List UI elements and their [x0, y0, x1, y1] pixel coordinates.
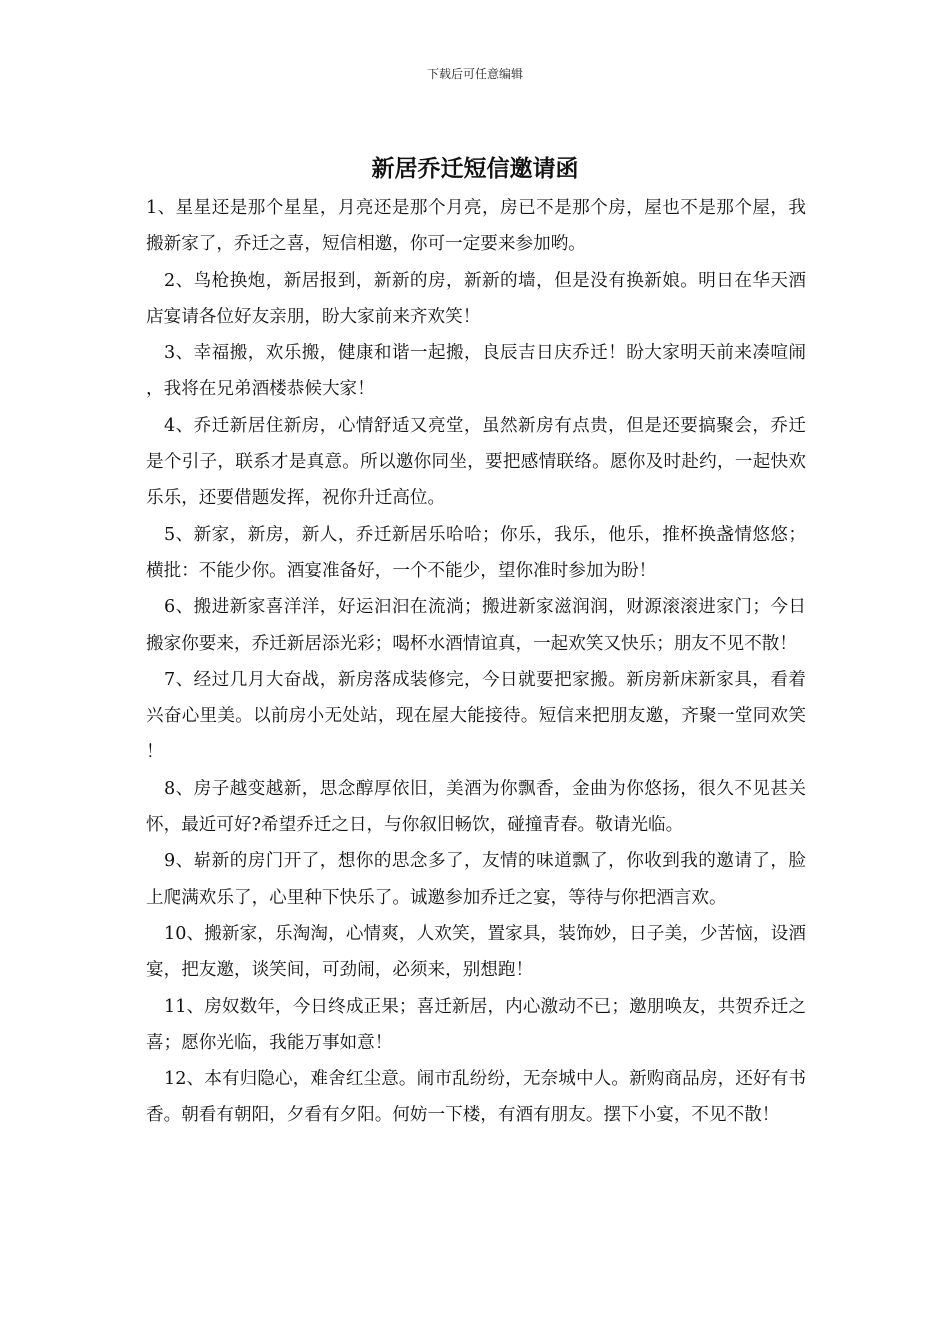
invitation-item-5: 5、新家，新房，新人，乔迁新居乐哈哈；你乐，我乐，他乐，推杯换盏情悠悠；横批：不能少你。酒宴准备好，一个不能少，望你准时参加为盼！: [146, 524, 806, 581]
invitation-item-4: 4、乔迁新居住新房，心情舒适又亮堂，虽然新房有点贵，但是还要搞聚会，乔迁是个引子，联系才是真意。所以邀你同坐，要把感情联络。愿你及时赴约，一起快欢乐乐，还要借题发挥，祝你升迁高位。: [146, 415, 806, 509]
document-body: [146, 190, 806, 1134]
invitation-item-9: 9、崭新的房门开了，想你的思念多了，友情的味道飘了，你收到我的邀请了，脸上爬满欢乐了，心里种下快乐了。诚邀参加乔迁之宴，等待与你把酒言欢。: [146, 851, 806, 908]
document-title: 新居乔迁短信邀请函: [371, 155, 579, 182]
invitation-item-12: 12、本有归隐心，难舍红尘意。闹市乱纷纷，无奈城中人。新购商品房，还好有书香。朝看有朝阳，夕看有夕阳。何妨一下楼，有酒有朋友。摆下小宴，不见不散！: [146, 1069, 806, 1126]
invitation-item-7: 7、经过几月大奋战，新房落成装修完，今日就要把家搬。新房新床新家具，看着兴奋心里美。以前房小无处站，现在屋大能接待。短信来把朋友邀，齐聚一堂同欢笑！: [146, 669, 806, 763]
invitation-item-1: 1、星星还是那个星星，月亮还是那个月亮，房已不是那个房，屋也不是那个屋，我搬新家了，乔迁之喜，短信相邀，你可一定要来参加哟。: [146, 198, 806, 255]
invitation-item-11: 11、房奴数年，今日终成正果；喜迁新居，内心激动不已；邀朋唤友，共贺乔迁之喜；愿你光临，我能万事如意！: [146, 996, 806, 1053]
invitation-item-2: 2、鸟枪换炮，新居报到，新新的房，新新的墙，但是没有换新娘。明日在华天酒店宴请各位好友亲朋，盼大家前来齐欢笑！: [146, 270, 806, 327]
invitation-item-10: 10、搬新家，乐淘淘，心情爽，人欢笑，置家具，装饰妙，日子美，少苦恼，设酒宴，把友邀，谈笑间，可劲闹，必须来，别想跑！: [146, 923, 806, 981]
invitation-item-6: 6、搬进新家喜洋洋，好运汩汩在流淌；搬进新家滋润润，财源滚滚进家门；今日搬家你要来，乔迁新居添光彩；喝杯水酒情谊真，一起欢笑又快乐；朋友不见不散！: [146, 597, 806, 654]
invitation-item-8: 8、房子越变越新，思念醇厚依旧，美酒为你飘香，金曲为你悠扬，很久不见甚关怀，最近可好?希望乔迁之日，与你叙旧畅饮，碰撞青春。敬请光临。: [146, 778, 806, 836]
page-header: 下载后可任意编辑: [426, 67, 523, 81]
invitation-item-3: 3、幸福搬，欢乐搬，健康和谐一起搬，良辰吉日庆乔迁！盼大家明天前来凑喧闹，我将在兄弟酒楼恭候大家！: [146, 343, 806, 400]
